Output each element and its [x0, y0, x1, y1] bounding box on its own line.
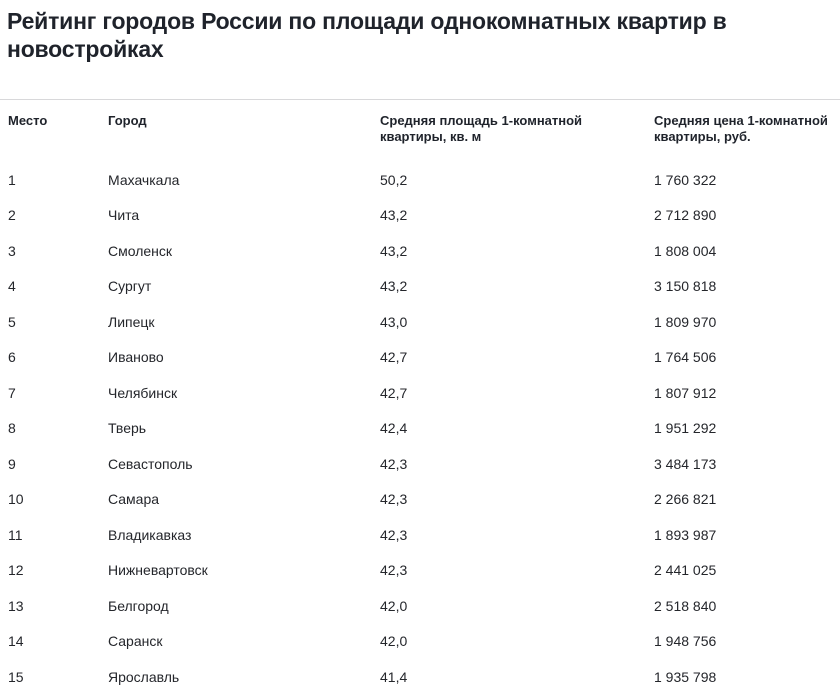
price-cell: 3 484 173: [654, 455, 717, 472]
rank-cell: 13: [8, 597, 24, 614]
rank-cell: 7: [8, 384, 16, 401]
table-row: [0, 198, 840, 234]
price-cell: 2 441 025: [654, 562, 717, 579]
area-cell: 42,3: [380, 562, 408, 579]
rank-cell: 12: [8, 562, 24, 579]
area-cell: 43,2: [380, 242, 408, 259]
city-cell: Севастополь: [108, 455, 193, 472]
price-cell: 1 764 506: [654, 349, 717, 366]
city-cell: Ярославль: [108, 668, 180, 685]
city-cell: Чита: [108, 207, 140, 224]
area-cell: 43,0: [380, 313, 408, 330]
city-cell: Иваново: [108, 349, 164, 366]
price-cell: 2 712 890: [654, 207, 717, 224]
rank-cell: 14: [8, 633, 24, 650]
price-cell: 1 760 322: [654, 171, 717, 188]
column-header-rank: Место: [8, 113, 48, 128]
area-cell: 42,3: [380, 491, 408, 508]
rank-cell: 4: [8, 278, 16, 295]
city-cell: Владикавказ: [108, 526, 192, 543]
table-row: [0, 304, 840, 340]
table-row: [0, 624, 840, 660]
price-cell: 1 935 798: [654, 668, 717, 685]
table-body: [0, 162, 840, 694]
column-header-city: Город: [108, 113, 147, 128]
price-cell: 1 809 970: [654, 313, 717, 330]
city-cell: Саранск: [108, 633, 163, 650]
column-header-area: Средняя площадь 1-комнатной квартиры, кв. м: [380, 113, 583, 144]
table-row: [0, 375, 840, 411]
city-cell: Сургут: [108, 278, 152, 295]
table-row: [0, 233, 840, 269]
table-row: [0, 411, 840, 447]
price-cell: 1 948 756: [654, 633, 717, 650]
area-cell: 43,2: [380, 207, 408, 224]
table-row: [0, 269, 840, 305]
rank-cell: 10: [8, 491, 24, 508]
price-cell: 1 951 292: [654, 420, 717, 437]
price-cell: 1 893 987: [654, 526, 717, 543]
city-cell: Липецк: [108, 313, 155, 330]
area-cell: 42,3: [380, 526, 408, 543]
city-cell: Смоленск: [108, 242, 173, 259]
price-cell: 2 518 840: [654, 597, 717, 614]
rank-cell: 2: [8, 207, 16, 224]
rank-cell: 9: [8, 455, 16, 472]
table-row: [0, 517, 840, 553]
area-cell: 41,4: [380, 668, 408, 685]
price-cell: 1 807 912: [654, 384, 717, 401]
price-cell: 1 808 004: [654, 242, 717, 259]
table-row: [0, 553, 840, 589]
table-row: [0, 659, 840, 694]
rank-cell: 6: [8, 349, 16, 366]
city-cell: Махачкала: [108, 171, 180, 188]
table-row: [0, 162, 840, 198]
city-cell: Челябинск: [108, 384, 178, 401]
table-header-row: [0, 100, 840, 145]
rank-cell: 15: [8, 668, 24, 685]
table-row: [0, 446, 840, 482]
table-row: [0, 588, 840, 624]
city-cell: Самара: [108, 491, 160, 508]
price-cell: 2 266 821: [654, 491, 717, 508]
rank-cell: 3: [8, 242, 16, 259]
table-row: [0, 340, 840, 376]
area-cell: 42,3: [380, 455, 408, 472]
city-cell: Тверь: [108, 420, 147, 437]
rank-cell: 5: [8, 313, 16, 330]
area-cell: 50,2: [380, 171, 408, 188]
city-cell: Нижневартовск: [108, 562, 208, 579]
area-cell: 42,7: [380, 349, 408, 366]
city-cell: Белгород: [108, 597, 169, 614]
rank-cell: 8: [8, 420, 16, 437]
ranking-table: [0, 99, 840, 694]
area-cell: 42,7: [380, 384, 408, 401]
column-header-price: Средняя цена 1-комнатной квартиры, руб.: [654, 113, 828, 144]
area-cell: 42,0: [380, 597, 408, 614]
area-cell: 42,4: [380, 420, 408, 437]
table-row: [0, 482, 840, 518]
area-cell: 43,2: [380, 278, 408, 295]
price-cell: 3 150 818: [654, 278, 717, 295]
area-cell: 42,0: [380, 633, 408, 650]
page-title: Рейтинг городов России по площади однокомнатных квартир в новостройках: [7, 8, 727, 62]
rank-cell: 11: [8, 526, 23, 543]
rank-cell: 1: [8, 171, 16, 188]
